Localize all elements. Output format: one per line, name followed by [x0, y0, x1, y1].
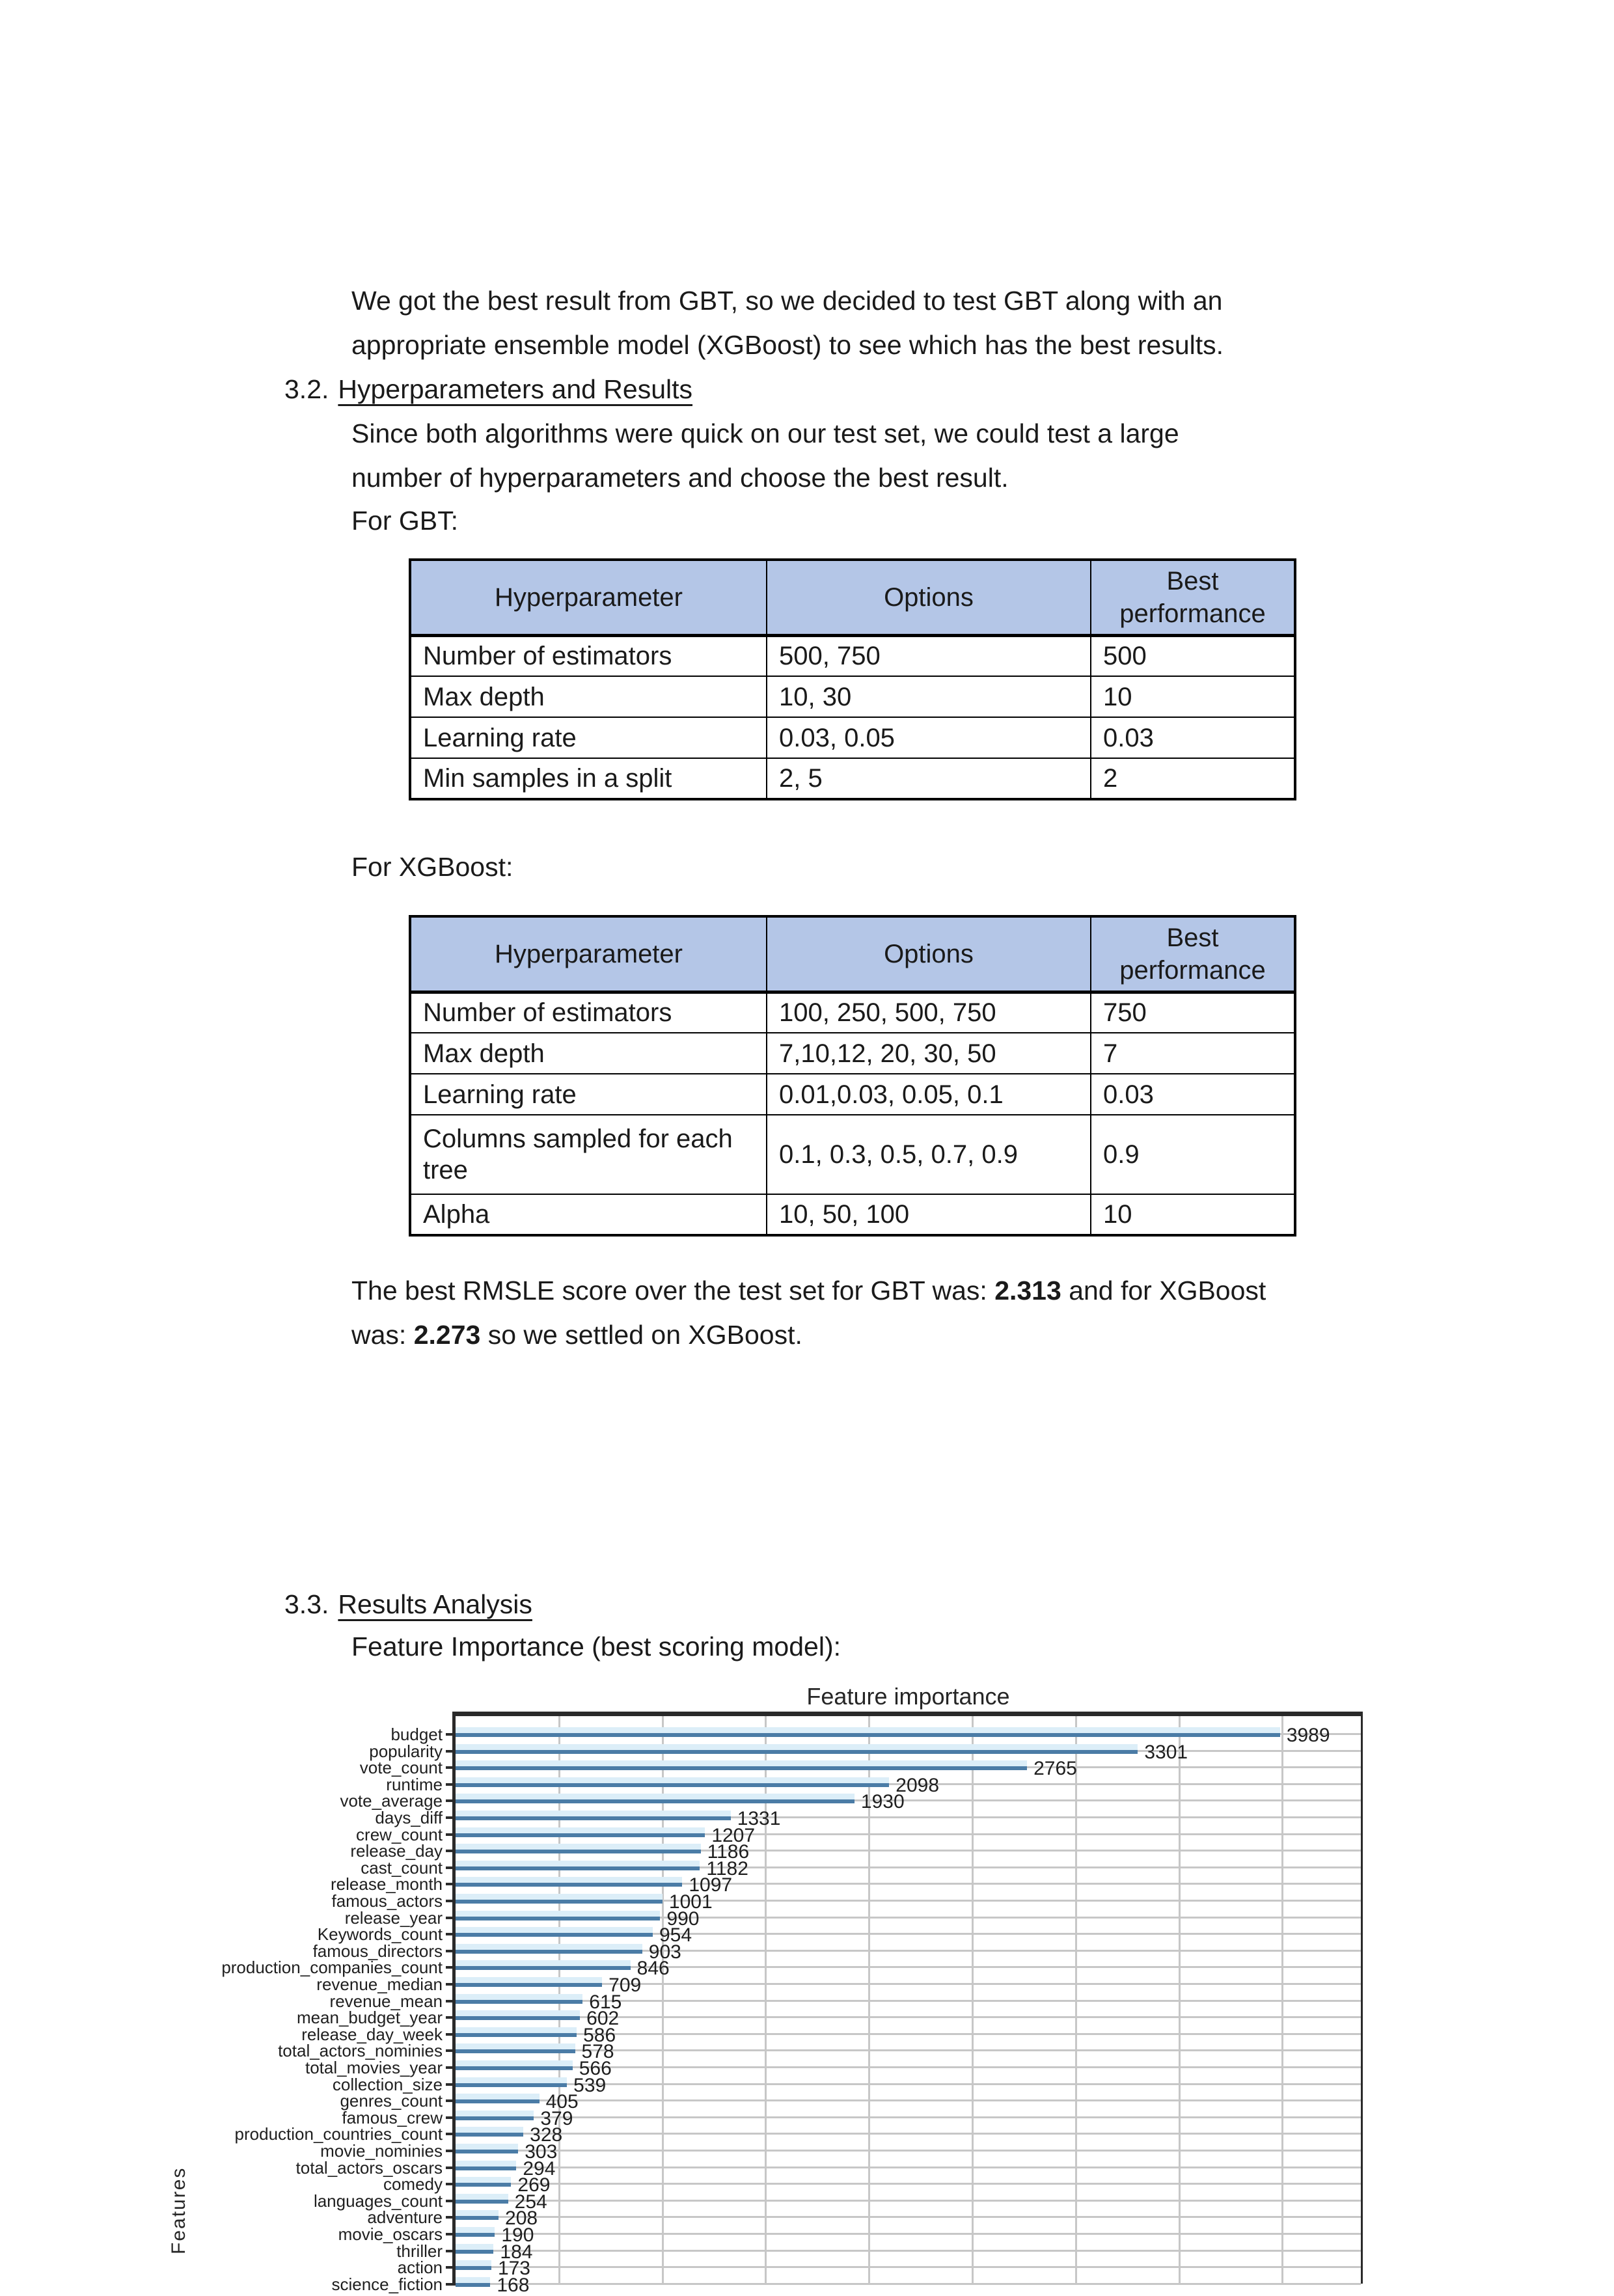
y-tick-label: revenue_mean [329, 1991, 443, 2011]
rmsle-gbt-score: 2.313 [994, 1276, 1061, 1305]
rmsle-xgboost-score: 2.273 [413, 1320, 481, 1350]
y-gridline [456, 2116, 1361, 2118]
bar-value-label: 539 [573, 2074, 607, 2096]
bar-value-label: 709 [609, 1975, 642, 1996]
header-cell: Options [767, 560, 1091, 635]
table-row [410, 1115, 1295, 1194]
y-tick-label: action [397, 2258, 443, 2278]
bar-value-label: 254 [514, 2191, 547, 2213]
chart-y-axis-label: Features [168, 2166, 189, 2254]
bar-value-label: 1182 [706, 1857, 748, 1879]
y-tick-label: budget [390, 1725, 443, 1744]
cell: Max depth [410, 1033, 767, 1074]
y-gridline [456, 2250, 1361, 2252]
y-tick-label: languages_count [313, 2191, 443, 2211]
bar-value-label: 586 [583, 2024, 616, 2046]
bar [456, 1816, 731, 1820]
y-tick-label: production_companies_count [221, 1958, 443, 1978]
bar [456, 1950, 642, 1954]
bar [456, 2150, 518, 2153]
bar-value-label: 168 [497, 2274, 530, 2296]
table-row [410, 1033, 1295, 1074]
xgboost-hyperparameter-table [409, 915, 1296, 1237]
text-span: The best RMSLE score over the test set for GBT was: [351, 1276, 995, 1305]
paragraph-line: We got the best result from GBT, so we decided to test GBT along with an [351, 286, 1223, 316]
bar-value-label: 903 [648, 1941, 681, 1963]
bar [456, 1883, 682, 1887]
y-tick-label: adventure [367, 2207, 443, 2228]
paragraph-line: Since both algorithms were quick on our test set, we could test a large [351, 418, 1179, 448]
y-tick-label: mean_budget_year [296, 2008, 443, 2028]
bar [456, 2033, 577, 2037]
cell: Max depth [410, 676, 767, 717]
bar-value-label: 379 [540, 2107, 573, 2129]
cell: 0.03, 0.05 [767, 717, 1091, 758]
cell: 10, 50, 100 [767, 1194, 1091, 1235]
x-gridline [1281, 1712, 1283, 2284]
bar [456, 2000, 582, 2004]
bar-value-label: 294 [523, 2157, 556, 2180]
header-cell: Options [767, 916, 1091, 992]
y-tick-label: comedy [383, 2174, 443, 2194]
bar-value-label: 208 [505, 2207, 538, 2230]
bar-value-label: 1331 [737, 1808, 781, 1829]
y-gridline [456, 2183, 1361, 2185]
cell: Number of estimators [410, 635, 767, 676]
table-row [410, 717, 1295, 758]
y-tick-label: crew_count [356, 1824, 443, 1844]
cell: 0.03 [1091, 1074, 1295, 1115]
y-gridline [456, 2266, 1361, 2268]
plot-top-spine [452, 1712, 1363, 1716]
y-tick-label: total_movies_year [305, 2058, 443, 2077]
paragraph-line: appropriate ensemble model (XGBoost) to see which has the best results. [351, 330, 1224, 360]
header-cell: Hyperparameter [410, 916, 767, 992]
bar [456, 2016, 580, 2020]
bar-value-label: 303 [525, 2141, 558, 2163]
gbt-hyperparameter-table [409, 558, 1296, 800]
y-tick-label: vote_count [359, 1758, 443, 1778]
rmsle-line [351, 1319, 802, 1351]
bar-value-label: 3301 [1144, 1741, 1188, 1763]
bar [456, 2266, 491, 2270]
bar [456, 1799, 855, 1803]
cell: 7,10,12, 20, 30, 50 [767, 1033, 1091, 1074]
table-header-row [410, 916, 1295, 992]
bar [456, 2200, 508, 2204]
y-tick-label: release_month [331, 1874, 443, 1894]
section-heading-3-2 [284, 373, 692, 405]
bar [456, 1933, 653, 1937]
section-heading-3-3 [284, 1588, 532, 1620]
bar-value-label: 405 [545, 2091, 579, 2113]
y-tick-label: movie_nominies [320, 2141, 443, 2161]
bar-value-label: 578 [581, 2041, 614, 2063]
section-number: 3.3. [284, 1589, 329, 1619]
bar [456, 2233, 495, 2237]
bar [456, 1850, 701, 1853]
cell: Min samples in a split [410, 758, 767, 799]
cell: 0.1, 0.3, 0.5, 0.7, 0.9 [767, 1115, 1091, 1194]
table-header-row [410, 560, 1295, 635]
y-gridline [456, 2099, 1361, 2101]
y-tick-label: popularity [369, 1741, 443, 1761]
cell: 10, 30 [767, 676, 1091, 717]
cell: 100, 250, 500, 750 [767, 992, 1091, 1033]
bar [456, 1833, 705, 1837]
text-span: and for XGBoost [1061, 1276, 1266, 1305]
cell: Learning rate [410, 1074, 767, 1115]
bar [456, 2133, 523, 2137]
cell: 10 [1091, 676, 1295, 717]
header-cell: Best performance [1091, 560, 1295, 635]
bar-value-label: 173 [497, 2258, 530, 2280]
bar [456, 1733, 1280, 1737]
cell: Columns sampled for each tree [410, 1115, 767, 1194]
bar-value-label: 3989 [1286, 1725, 1330, 1746]
bar-value-label: 566 [579, 2058, 612, 2079]
y-tick-label: total_actors_oscars [295, 2157, 443, 2178]
paragraph-line-for-xgboost: For XGBoost: [351, 852, 513, 882]
bar [456, 1750, 1138, 1754]
y-tick-label: production_countries_count [234, 2124, 443, 2144]
feature-importance-caption: Feature Importance (best scoring model): [351, 1632, 841, 1661]
bar [456, 1900, 663, 1904]
bar [456, 1983, 602, 1987]
bar-value-label: 954 [659, 1924, 692, 1947]
bar [456, 2066, 573, 2070]
y-tick-label: total_actors_nominies [278, 2041, 443, 2061]
x-gridline [1075, 1712, 1077, 2284]
bar [456, 2250, 493, 2254]
bar-value-label: 1186 [707, 1841, 750, 1863]
y-tick-label: release_day_week [301, 2024, 443, 2044]
bar [456, 1783, 889, 1787]
section-title: Hyperparameters and Results [338, 374, 693, 404]
cell: 7 [1091, 1033, 1295, 1074]
rmsle-line [351, 1274, 1266, 1307]
text-span: was: [351, 1320, 414, 1350]
bar [456, 2116, 534, 2120]
y-tick-label: thriller [396, 2241, 443, 2261]
cell: 10 [1091, 1194, 1295, 1235]
bar [456, 1766, 1027, 1770]
table-row [410, 635, 1295, 676]
table-row [410, 1074, 1295, 1115]
paragraph-line: number of hyperparameters and choose the best result. [351, 463, 1009, 493]
bar-value-label: 1097 [689, 1874, 733, 1896]
y-gridline [456, 2133, 1361, 2135]
y-tick-label: runtime [386, 1774, 443, 1794]
cell: 0.01,0.03, 0.05, 0.1 [767, 1074, 1091, 1115]
cell: 2, 5 [767, 758, 1091, 799]
y-tick-label: release_day [350, 1841, 443, 1861]
table-row [410, 758, 1295, 799]
y-tick-label: movie_oscars [338, 2224, 443, 2244]
cell: 750 [1091, 992, 1295, 1033]
cell: Learning rate [410, 717, 767, 758]
y-tick-label: famous_directors [312, 1941, 443, 1961]
bar-value-label: 990 [666, 1907, 700, 1930]
cell: 500, 750 [767, 635, 1091, 676]
y-gridline [456, 2166, 1361, 2168]
bar-value-label: 328 [530, 2124, 563, 2146]
bar-value-label: 190 [501, 2224, 534, 2246]
y-gridline [456, 2216, 1361, 2218]
bar [456, 2216, 499, 2220]
section-number: 3.2. [284, 374, 329, 404]
table-row [410, 992, 1295, 1033]
table-row [410, 676, 1295, 717]
paragraph-line-for-gbt: For GBT: [351, 506, 459, 536]
bar [456, 1966, 631, 1970]
x-gridline [1179, 1712, 1181, 2284]
bar [456, 1866, 700, 1870]
y-tick-label: famous_actors [331, 1891, 443, 1911]
bar [456, 2166, 516, 2170]
section-title: Results Analysis [338, 1589, 532, 1619]
bar [456, 1917, 660, 1920]
bar-value-label: 184 [500, 2241, 533, 2263]
y-tick-label: collection_size [332, 2074, 443, 2094]
bar-value-label: 2098 [896, 1774, 940, 1796]
y-tick-label: cast_count [361, 1857, 443, 1878]
y-tick-label: Keywords_count [317, 1924, 443, 1945]
y-tick-label: famous_crew [342, 2107, 443, 2127]
bar-value-label: 269 [517, 2174, 551, 2196]
bar-value-label: 615 [589, 1991, 622, 2013]
x-gridline [972, 1712, 974, 2284]
header-cell: Best performance [1091, 916, 1295, 992]
y-tick-label: science_fiction [331, 2274, 443, 2294]
header-cell: Hyperparameter [410, 560, 767, 635]
y-gridline [456, 2283, 1361, 2285]
chart-title: Feature importance [806, 1683, 1010, 1710]
cell: 500 [1091, 635, 1295, 676]
cell: Alpha [410, 1194, 767, 1235]
bar-value-label: 1930 [860, 1791, 905, 1813]
bar [456, 2083, 567, 2087]
bar-value-label: 602 [586, 2008, 620, 2030]
y-gridline [456, 2150, 1361, 2152]
bar-value-label: 846 [636, 1958, 670, 1980]
bar-value-label: 1207 [711, 1824, 756, 1846]
feature-importance-chart [221, 1712, 1361, 2296]
plot-right-spine [1361, 1712, 1363, 2284]
y-gridline [456, 2233, 1361, 2235]
y-tick-label: days_diff [375, 1808, 443, 1827]
y-tick-label: genres_count [340, 2091, 443, 2111]
cell: Number of estimators [410, 992, 767, 1033]
y-tick-label: vote_average [340, 1791, 443, 1811]
y-gridline [456, 2200, 1361, 2202]
bar [456, 2183, 511, 2187]
bar [456, 2049, 575, 2053]
y-tick-label: release_year [344, 1907, 443, 1928]
bar [456, 2099, 540, 2103]
cell: 0.9 [1091, 1115, 1295, 1194]
table-row [410, 1194, 1295, 1235]
cell: 0.03 [1091, 717, 1295, 758]
cell: 2 [1091, 758, 1295, 799]
y-tick-label: revenue_median [316, 1975, 443, 1994]
text-span: so we settled on XGBoost. [480, 1320, 802, 1350]
bar-value-label: 1001 [668, 1891, 713, 1913]
plot-left-spine [452, 1712, 456, 2284]
bar-value-label: 2765 [1033, 1758, 1077, 1780]
